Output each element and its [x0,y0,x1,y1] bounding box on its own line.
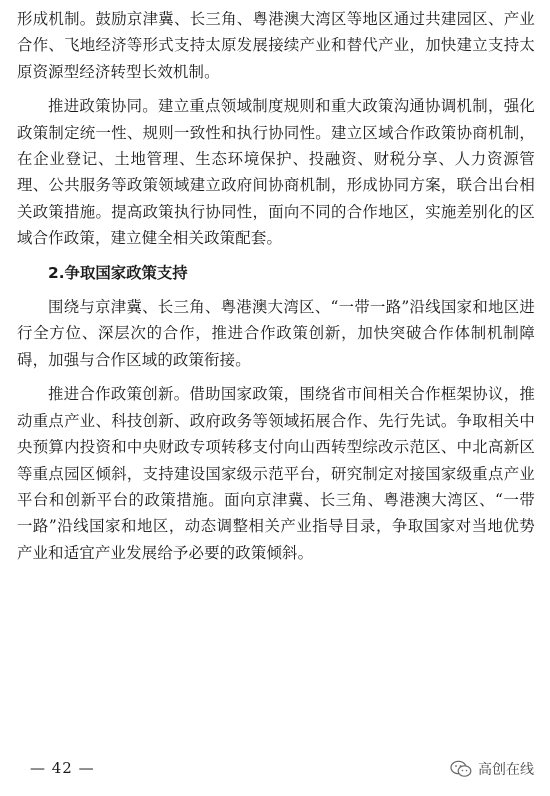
document-body [17,6,535,566]
paragraph-national-cooperation: 围绕与京津冀、长三角、粤港澳大湾区、“一带一路”沿线国家和地区进行全方位、深层次的合作，推进合作政策创新，加快突破合作体制机制障碍，加强与合作区域的政策衔接。 [17,298,535,369]
watermark [450,759,534,779]
paragraph-policy-innovation: 推进合作政策创新。借助国家政策，围绕省市间相关合作框架协议，推动重点产业、科技创新、政府政务等领域拓展合作、先行先试。争取相关中央预算内投资和中央财政专项转移支付向山西转型综改示范区、中北高新区等重点园区倾斜，支持建设国家级示范平台，研究制定对接国家级重点产业平台和创新平台的政策措施。面向京津冀、长三角、粤港澳大湾区、“一带一路”沿线国家和地区，动态调整相关产业指导目录，争取国家对当地优势产业和适宜产业发展给予必要的政策倾斜。 [17,385,535,562]
page-number: — 42 — [30,759,95,777]
paragraph-policy-coordination: 推进政策协同。建立重点领域制度规则和重大政策沟通协调机制，强化政策制定统一性、规则一致性和执行协同性。建立区域合作政策协商机制，在企业登记、土地管理、生态环境保护、投融资、财税分享、人力资源管理、公共服务等政策领域建立政府间协商机制，形成协同方案，联合出台相关政策措施。提高政策执行协同性，面向不同的合作地区，实施差别化的区域合作政策，建立健全相关政策配套。 [17,97,535,248]
watermark-text: 高创在线 [478,762,534,778]
paragraph-continuation: 形成机制。鼓励京津冀、长三角、粤港澳大湾区等地区通过共建园区、产业合作、飞地经济等形式支持太原发展接续产业和替代产业，加快建立支持太原资源型经济转型长效机制。 [17,10,535,81]
wechat-icon [450,760,472,778]
section-heading: 2.争取国家政策支持 [48,263,188,282]
